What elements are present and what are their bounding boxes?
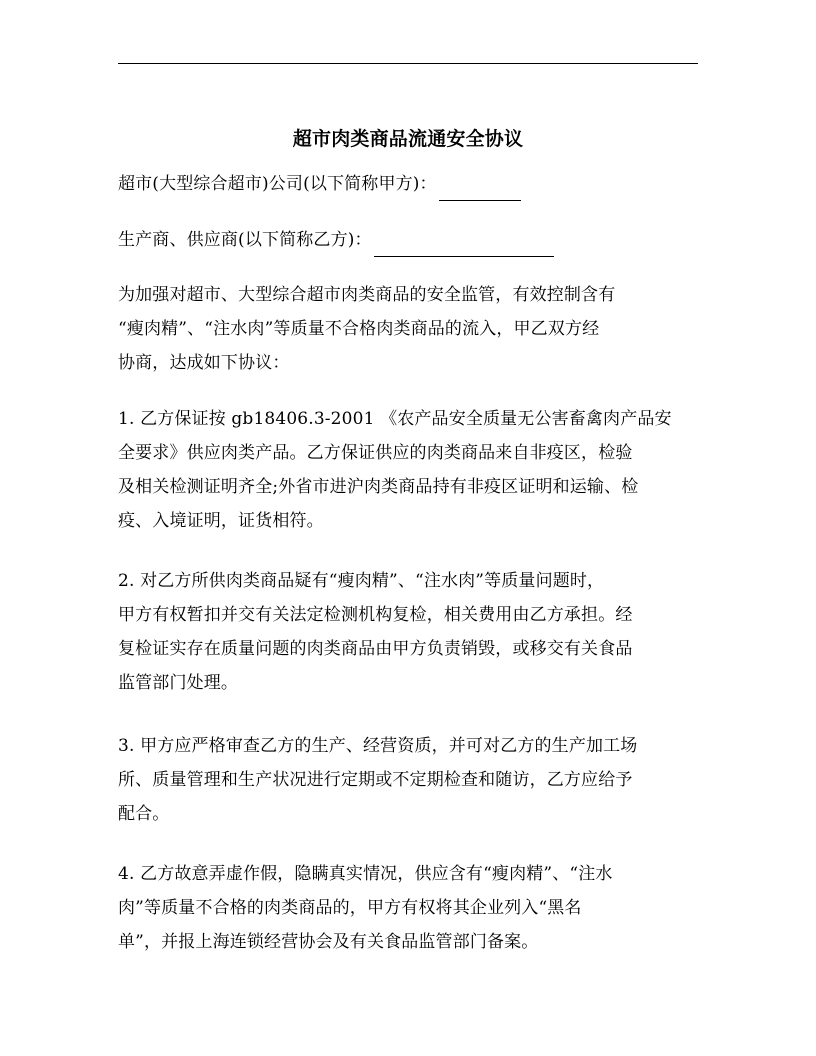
clause-3 bbox=[118, 729, 698, 831]
paragraph-line: 配合。 bbox=[118, 804, 170, 824]
party-a-blank bbox=[439, 178, 521, 201]
paragraph-line: 监管部门处理。 bbox=[118, 673, 239, 693]
paragraph-line: 4. 乙方故意弄虚作假，隐瞒真实情况，供应含有“瘦肉精”、“注水 bbox=[118, 864, 613, 884]
paragraph-line: 疫、入境证明，证货相符。 bbox=[118, 511, 324, 531]
paragraph-line: 3. 甲方应严格审查乙方的生产、经营资质，并可对乙方的生产加工场 bbox=[118, 736, 638, 756]
paragraph-line: 协商，达成如下协议： bbox=[118, 353, 290, 373]
paragraph-intro bbox=[118, 278, 698, 380]
paragraph-line: 及相关检测证明齐全;外省市进沪肉类商品持有非疫区证明和运输、检 bbox=[118, 477, 639, 497]
party-b-label: 生产商、供应商(以下简称乙方)： bbox=[118, 230, 372, 250]
clause-1 bbox=[118, 402, 698, 538]
paragraph-line: 甲方有权暂扣并交有关法定检测机构复检，相关费用由乙方承担。经 bbox=[118, 605, 633, 625]
party-b-blank bbox=[374, 234, 554, 257]
paragraph-line: 2. 对乙方所供肉类商品疑有“瘦肉精”、“注水肉”等质量问题时， bbox=[118, 571, 605, 591]
paragraph-line: 为加强对超市、大型综合超市肉类商品的安全监管，有效控制含有 bbox=[118, 285, 616, 305]
party-b-line bbox=[118, 223, 698, 257]
document-title: 超市肉类商品流通安全协议 bbox=[292, 128, 524, 150]
header-rule bbox=[118, 63, 698, 64]
paragraph-line: “瘦肉精”、“注水肉”等质量不合格肉类商品的流入，甲乙双方经 bbox=[118, 319, 600, 339]
party-a-label: 超市(大型综合超市)公司(以下简称甲方)： bbox=[118, 174, 437, 194]
paragraph-line: 全要求》供应肉类产品。乙方保证供应的肉类商品来自非疫区，检验 bbox=[118, 443, 633, 463]
paragraph-line: 复检证实存在质量问题的肉类商品由甲方负责销毁，或移交有关食品 bbox=[118, 639, 633, 659]
clause-4 bbox=[118, 857, 698, 959]
paragraph-line: 1. 乙方保证按 gb18406.3-2001 《农产品安全质量无公害畜禽肉产品安 bbox=[118, 409, 672, 429]
paragraph-line: 单”，并报上海连锁经营协会及有关食品监管部门备案。 bbox=[118, 932, 539, 952]
clause-2 bbox=[118, 564, 698, 700]
party-a-line bbox=[118, 167, 698, 201]
paragraph-line: 所、质量管理和生产状况进行定期或不定期检查和随访，乙方应给予 bbox=[118, 770, 633, 790]
paragraph-line: 肉”等质量不合格的肉类商品的，甲方有权将其企业列入“黑名 bbox=[118, 898, 582, 918]
